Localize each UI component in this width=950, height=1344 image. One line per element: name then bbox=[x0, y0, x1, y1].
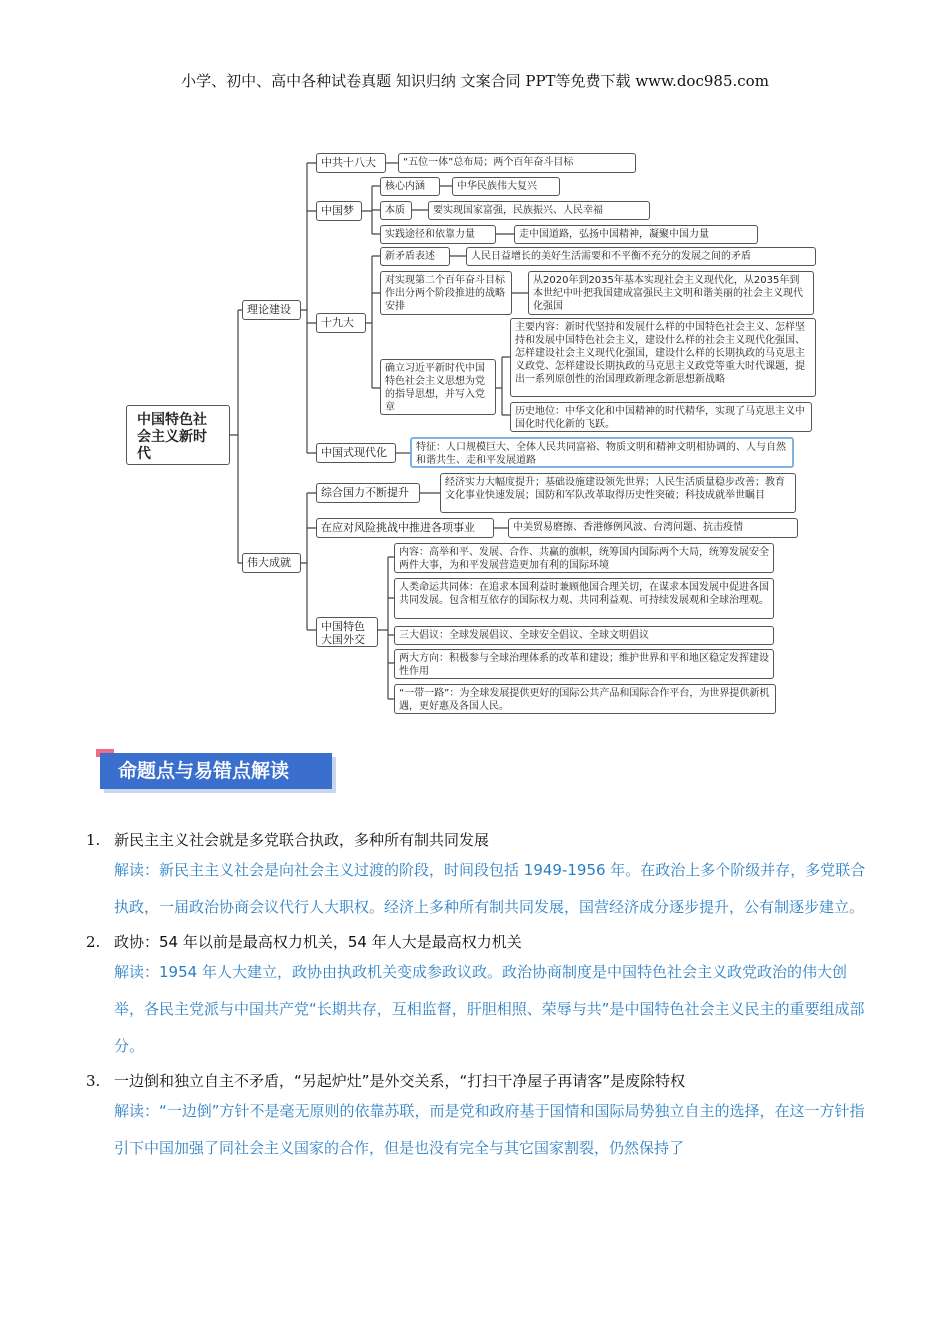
item-number: 2. bbox=[86, 933, 101, 951]
item-question bbox=[86, 930, 876, 954]
item-question bbox=[86, 1069, 876, 1093]
dream-node: 中国梦 bbox=[316, 201, 362, 221]
page-header: 小学、初中、高中各种试卷真题 知识归纳 文案合同 PPT等免费下载 www.doc985.com bbox=[181, 72, 769, 90]
item-list bbox=[86, 828, 876, 1171]
diplomacy-node: 中国特色大国外交 bbox=[316, 617, 378, 647]
n19-thought: 确立习近平新时代中国特色社会主义思想为党的指导思想，并写入党章 bbox=[380, 359, 496, 415]
item-number: 1. bbox=[86, 831, 101, 849]
diplomacy-content: 内容：高举和平、发展、合作、共赢的旗帜，统筹国内国际两个大局，统筹发展安全两件大事，为和平发展营造更加有利的国际环境 bbox=[394, 543, 774, 573]
n18-node: 中共十八大 bbox=[316, 153, 386, 173]
root-node: 中国特色社会主义新时代 bbox=[126, 405, 230, 465]
item-question-text: 政协：54 年以前是最高权力机关，54 年人大是最高权力机关 bbox=[114, 933, 522, 951]
dream-essence: 本质 bbox=[380, 201, 412, 220]
diplomacy-initiatives: 三大倡议：全球发展倡议、全球安全倡议、全球文明倡议 bbox=[394, 626, 774, 645]
item-answer: 解读：新民主主义社会是向社会主义过渡的阶段，时间段包括 1949-1956 年。在政治上多个阶级并存，多党联合执政，一届政治协商会议代行人大职权。经济上多种所有制共同发展，国营经济成分逐步提升，公有制逐步建立。 bbox=[114, 861, 866, 916]
item-question bbox=[86, 828, 876, 852]
list-item bbox=[86, 1069, 876, 1167]
section-title: 命题点与易错点解读 bbox=[100, 753, 332, 789]
dream-essence-detail: 要实现国家富强，民族振兴、人民幸福 bbox=[428, 201, 650, 220]
dream-path: 实践途径和依靠力量 bbox=[380, 225, 496, 244]
item-question-text: 一边倒和独立自主不矛盾，“另起炉灶”是外交关系，“打扫干净屋子再请客”是废除特权 bbox=[114, 1072, 686, 1090]
diplomacy-directions: 两大方向：积极参与全球治理体系的改革和建设；维护世界和平和地区稳定发挥建设性作用 bbox=[394, 649, 774, 679]
item-question-text: 新民主主义社会就是多党联合执政，多种所有制共同发展 bbox=[114, 831, 490, 849]
list-item bbox=[86, 828, 876, 926]
dream-core: 核心内涵 bbox=[380, 177, 440, 196]
n18-detail: “五位一体”总布局；两个百年奋斗目标 bbox=[398, 153, 636, 173]
power-node: 综合国力不断提升 bbox=[316, 483, 420, 503]
n19-thought-content: 主要内容：新时代坚持和发展什么样的中国特色社会主义、怎样坚持和发展中国特色社会主义，建设什么样的社会主义现代化强国、怎样建设社会主义现代化强国，建设什么样的长期执政的马克思主义政党、怎样建设长期执政的马克思主义政党等重大时代课题，提出一系列原创性的治国理政新理念新思想新战略 bbox=[510, 318, 816, 397]
power-detail: 经济实力大幅度提升；基础设施建设领先世界；人民生活质量稳步改善；教育文化事业快速发展；国防和军队改革取得历史性突破；科技成就举世瞩目 bbox=[440, 473, 796, 513]
risk-detail: 中美贸易磨擦、香港修例风波、台湾问题、抗击疫情 bbox=[508, 518, 798, 538]
dream-path-detail: 走中国道路，弘扬中国精神，凝聚中国力量 bbox=[514, 225, 758, 244]
achievements-node: 伟大成就 bbox=[242, 553, 301, 573]
item-answer: 解读：“一边倒”方针不是毫无原则的依靠苏联，而是党和政府基于国情和国际局势独立自主的选择，在这一方针指引下中国加强了同社会主义国家的合作，但是也没有完全与其它国家割裂，仍然保持了 bbox=[114, 1102, 865, 1157]
n19-contradiction-detail: 人民日益增长的美好生活需要和不平衡不充分的发展之间的矛盾 bbox=[466, 247, 816, 266]
n19-goal: 对实现第二个百年奋斗目标作出分两个阶段推进的战略安排 bbox=[380, 271, 512, 315]
section-banner bbox=[96, 749, 338, 793]
list-item bbox=[86, 930, 876, 1065]
n19-goal-detail: 从2020年到2035年基本实现社会主义现代化，从2035年到本世纪中叶把我国建成富强民主文明和谐美丽的社会主义现代化强国 bbox=[528, 271, 814, 315]
item-number: 3. bbox=[86, 1072, 101, 1090]
modernization-detail: 特征：人口规模巨大、全体人民共同富裕、物质文明和精神文明相协调的、人与自然和谐共生、走和平发展道路 bbox=[410, 437, 794, 468]
n19-thought-status: 历史地位：中华文化和中国精神的时代精华，实现了马克思主义中国化时代化新的飞跃。 bbox=[510, 402, 812, 432]
n19-contradiction: 新矛盾表述 bbox=[380, 247, 450, 266]
modernization-node: 中国式现代化 bbox=[316, 443, 396, 463]
dream-core-detail: 中华民族伟大复兴 bbox=[452, 177, 560, 196]
item-answer: 解读：1954 年人大建立，政协由执政机关变成参政议政。政治协商制度是中国特色社会主义政党政治的伟大创举，各民主党派与中国共产党“长期共存，互相监督，肝胆相照、荣辱与共”是中国特色社会主义民主的重要组成部分。 bbox=[114, 963, 865, 1055]
diplomacy-belt-road: “一带一路”：为全球发展提供更好的国际公共产品和国际合作平台，为世界提供新机遇，更好惠及各国人民。 bbox=[394, 684, 776, 714]
risk-node: 在应对风险挑战中推进各项事业 bbox=[316, 518, 494, 538]
theory-node: 理论建设 bbox=[242, 300, 301, 320]
diplomacy-community: 人类命运共同体：在追求本国利益时兼顾他国合理关切，在谋求本国发展中促进各国共同发展。包含相互依存的国际权力观、共同利益观、可持续发展观和全球治理观。 bbox=[394, 578, 774, 619]
n19-node: 十九大 bbox=[316, 313, 366, 333]
